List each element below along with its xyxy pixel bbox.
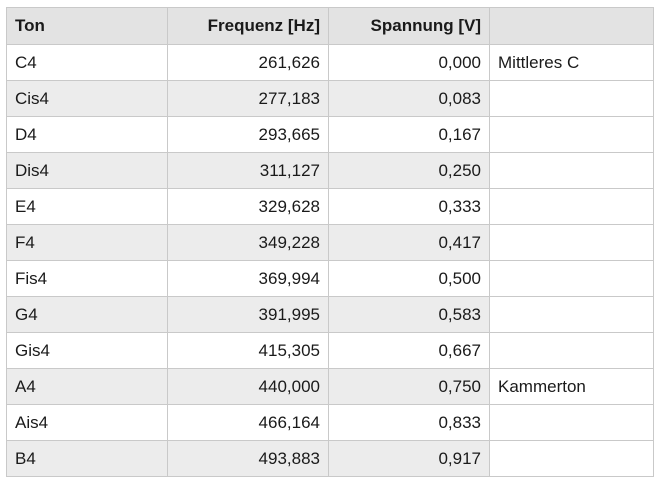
table-row [7,45,654,81]
table-row [7,225,654,261]
cell-spannung: 0,667 [329,333,490,369]
table-row [7,261,654,297]
cell-spannung: 0,583 [329,297,490,333]
table-row [7,81,654,117]
header-note [490,8,654,45]
cell-spannung: 0,167 [329,117,490,153]
frequency-table [6,7,654,477]
cell-ton: A4 [7,369,168,405]
cell-note [490,153,654,189]
cell-frequenz: 261,626 [168,45,329,81]
cell-spannung: 0,833 [329,405,490,441]
cell-ton: Dis4 [7,153,168,189]
cell-frequenz: 277,183 [168,81,329,117]
table-row [7,405,654,441]
table-row [7,441,654,477]
header-frequenz: Frequenz [Hz] [168,8,329,45]
cell-spannung: 0,250 [329,153,490,189]
table-row [7,297,654,333]
cell-spannung: 0,417 [329,225,490,261]
cell-spannung: 0,750 [329,369,490,405]
cell-note [490,81,654,117]
cell-ton: B4 [7,441,168,477]
cell-spannung: 0,500 [329,261,490,297]
cell-frequenz: 349,228 [168,225,329,261]
cell-ton: Cis4 [7,81,168,117]
header-row [7,8,654,45]
table-row [7,333,654,369]
cell-note [490,441,654,477]
cell-ton: Ais4 [7,405,168,441]
cell-frequenz: 440,000 [168,369,329,405]
table-row [7,189,654,225]
cell-frequenz: 415,305 [168,333,329,369]
cell-note [490,261,654,297]
table-row [7,117,654,153]
cell-frequenz: 466,164 [168,405,329,441]
cell-spannung: 0,333 [329,189,490,225]
header-spannung: Spannung [V] [329,8,490,45]
cell-note [490,117,654,153]
cell-note [490,333,654,369]
cell-frequenz: 493,883 [168,441,329,477]
cell-spannung: 0,000 [329,45,490,81]
cell-spannung: 0,917 [329,441,490,477]
cell-spannung: 0,083 [329,81,490,117]
cell-note [490,225,654,261]
cell-frequenz: 391,995 [168,297,329,333]
table-row [7,369,654,405]
cell-ton: E4 [7,189,168,225]
cell-frequenz: 293,665 [168,117,329,153]
table-body [7,45,654,477]
cell-frequenz: 329,628 [168,189,329,225]
cell-note [490,189,654,225]
cell-frequenz: 311,127 [168,153,329,189]
cell-ton: D4 [7,117,168,153]
cell-note: Kammerton [490,369,654,405]
header-ton: Ton [7,8,168,45]
cell-ton: G4 [7,297,168,333]
cell-ton: F4 [7,225,168,261]
cell-note [490,405,654,441]
cell-ton: Fis4 [7,261,168,297]
table-row [7,153,654,189]
cell-note: Mittleres C [490,45,654,81]
cell-ton: C4 [7,45,168,81]
cell-ton: Gis4 [7,333,168,369]
cell-note [490,297,654,333]
cell-frequenz: 369,994 [168,261,329,297]
